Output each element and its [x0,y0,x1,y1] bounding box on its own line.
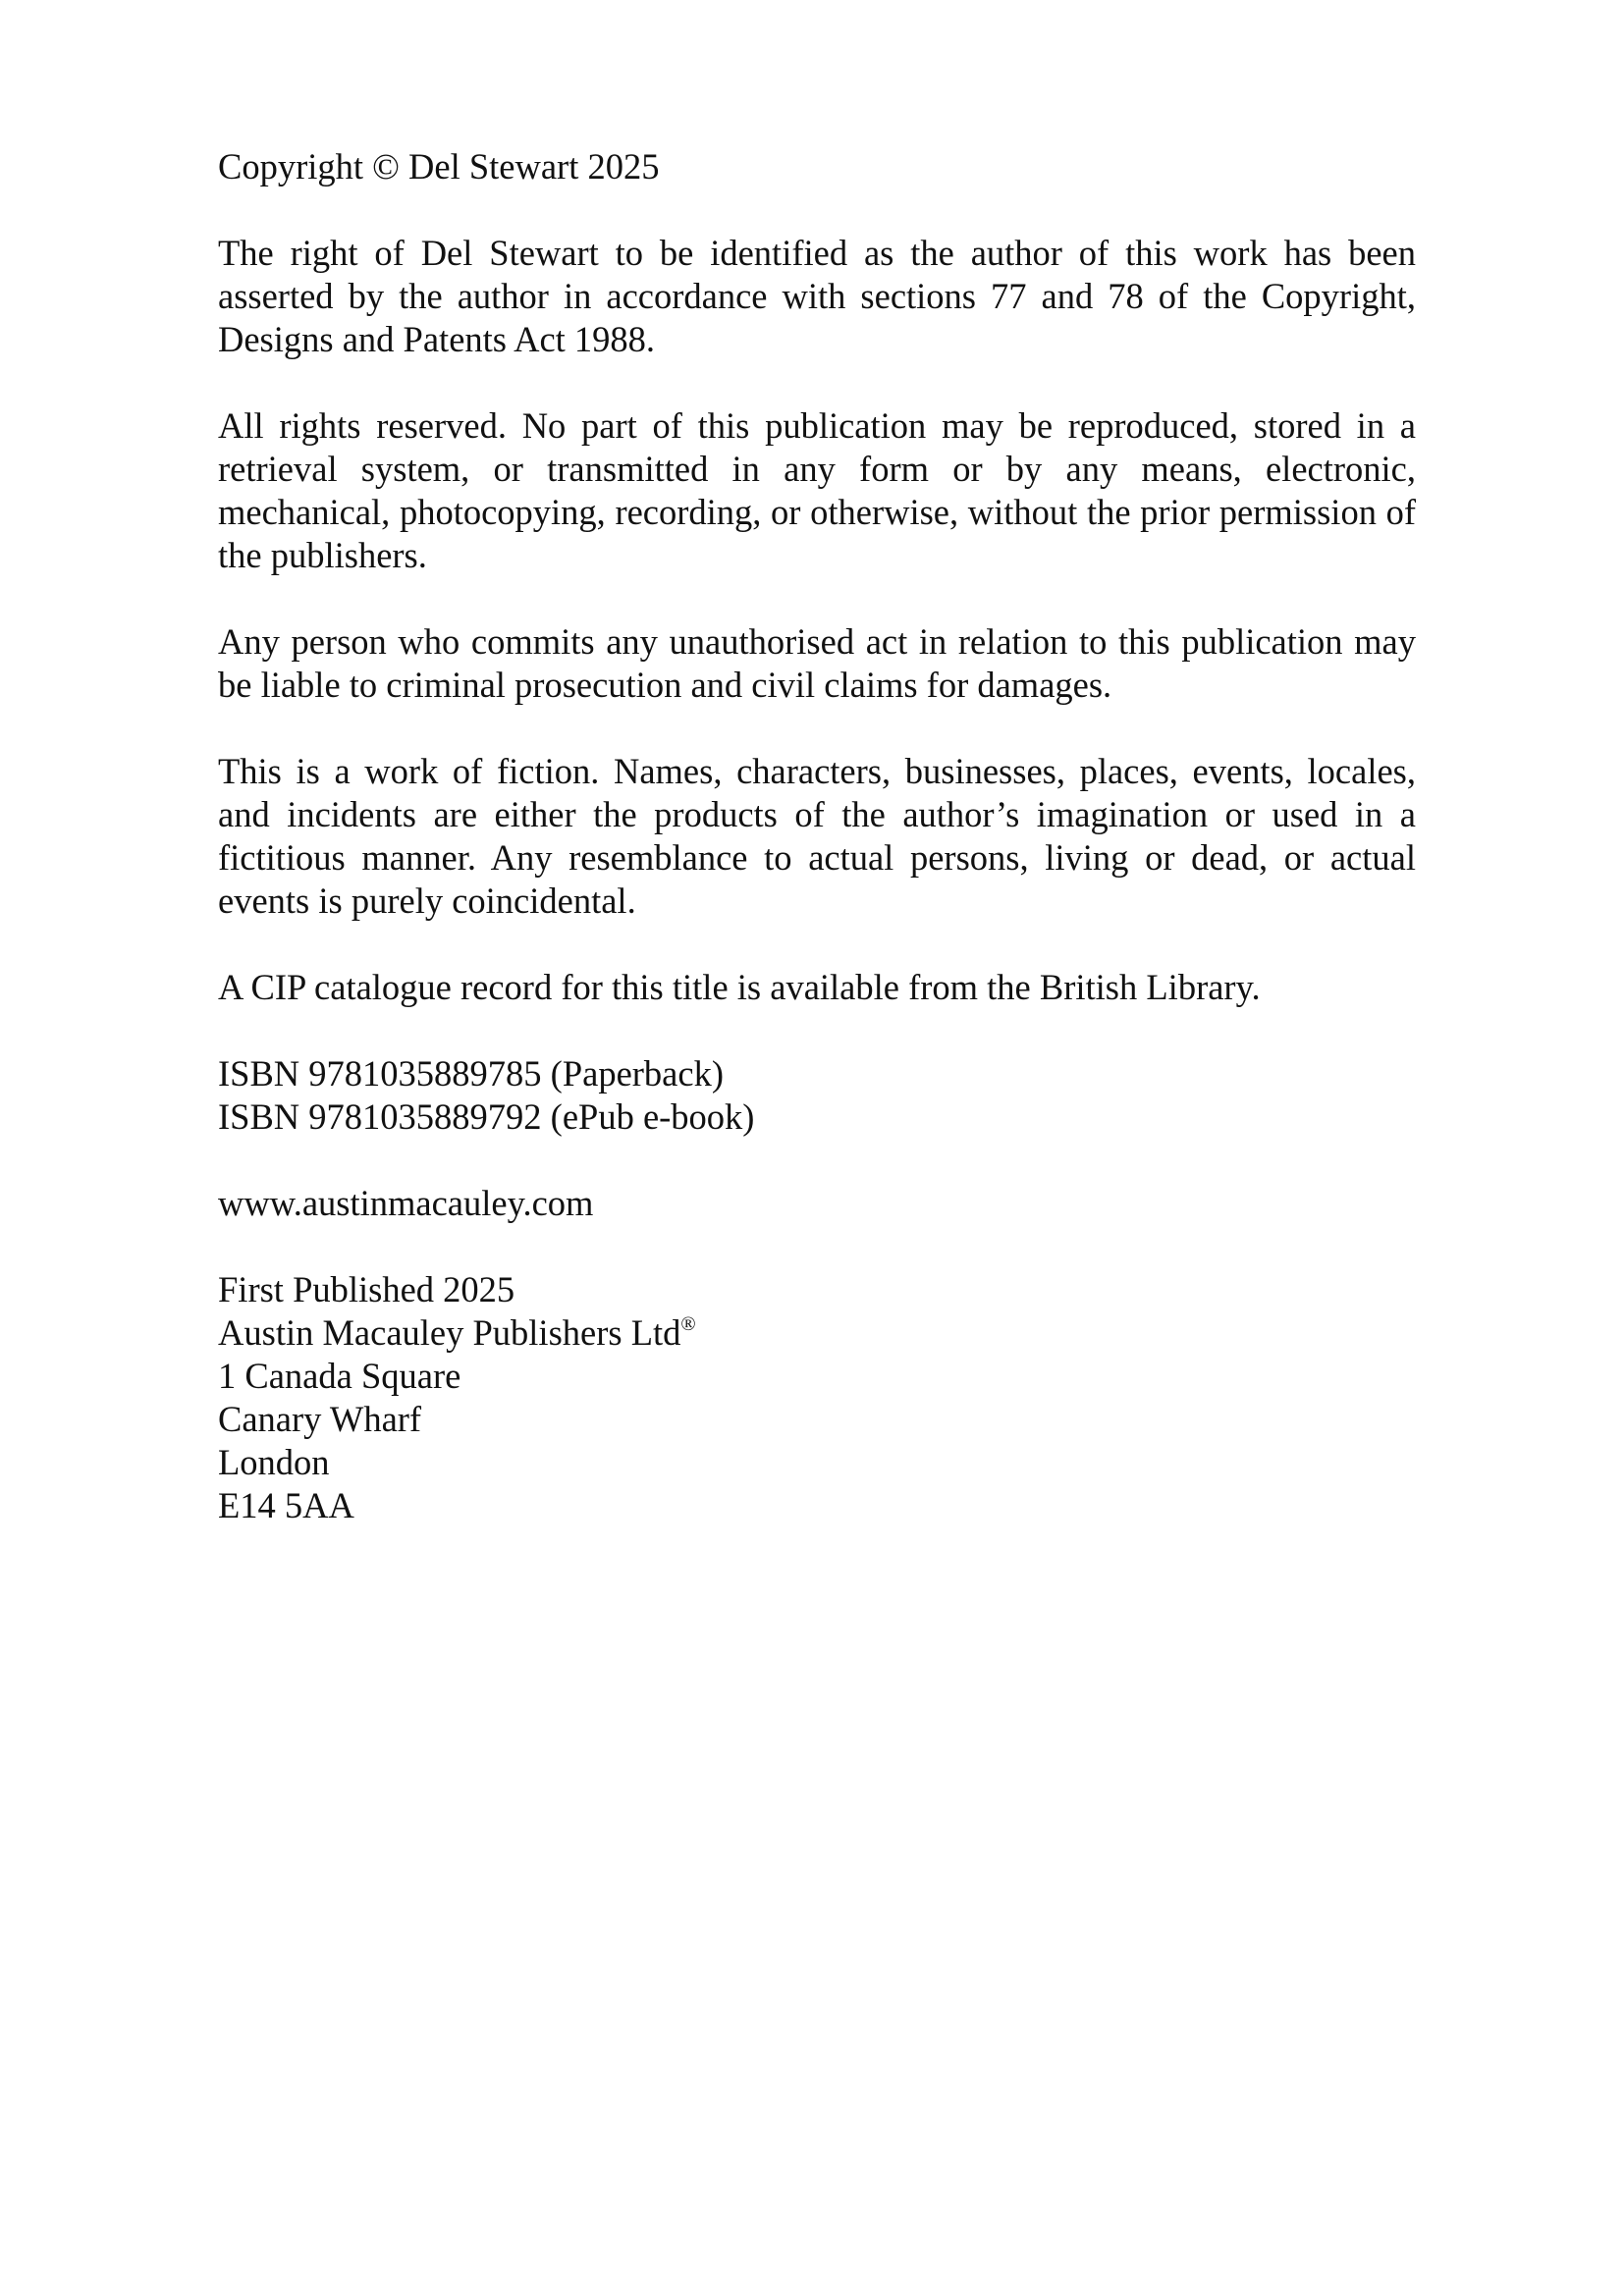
copyright-line: Copyright © Del Stewart 2025 [218,146,660,187]
address-line-street: 1 Canada Square [218,1356,461,1396]
isbn-paperback: ISBN 9781035889785 (Paperback) [218,1053,724,1094]
publication-details [218,1268,1416,1527]
liability-notice-paragraph: Any person who commits any unauthorised act in relation to this publication may be liable to criminal prosecution and civil claims for damages. [218,621,1416,705]
isbn-epub: ISBN 9781035889792 (ePub e-book) [218,1096,755,1137]
isbn-list [218,1052,1416,1139]
moral-rights-paragraph: The right of Del Stewart to be identified as the author of this work has been asserted by the author in accordance with sections 77 and 78 of the Copyright, Designs and Patents Act 1988. [218,233,1416,359]
cip-notice: A CIP catalogue record for this title is available from the British Library. [218,967,1261,1007]
first-published: First Published 2025 [218,1269,515,1309]
address-line-district: Canary Wharf [218,1399,422,1439]
rights-reserved-paragraph: All rights reserved. No part of this publication may be reproduced, stored in a retrieval system, or transmitted in any form or by any means, electronic, mechanical, photocopying, recording, or otherwise, without the prior permission of the publishers. [218,405,1416,575]
address-line-city: London [218,1442,330,1482]
address-line-postcode: E14 5AA [218,1485,354,1525]
publisher-website: www.austinmacauley.com [218,1183,594,1223]
publisher-name-line [218,1311,1416,1355]
fiction-disclaimer-paragraph: This is a work of fiction. Names, characters, businesses, places, events, locales, and incidents are either the products of the author’s imagination or used in a fictitious manner. Any resemblance to actual persons, living or dead, or actual events is purely coincidental. [218,751,1416,921]
registered-mark: ® [680,1312,696,1335]
publisher-name: Austin Macauley Publishers Ltd [218,1312,681,1353]
